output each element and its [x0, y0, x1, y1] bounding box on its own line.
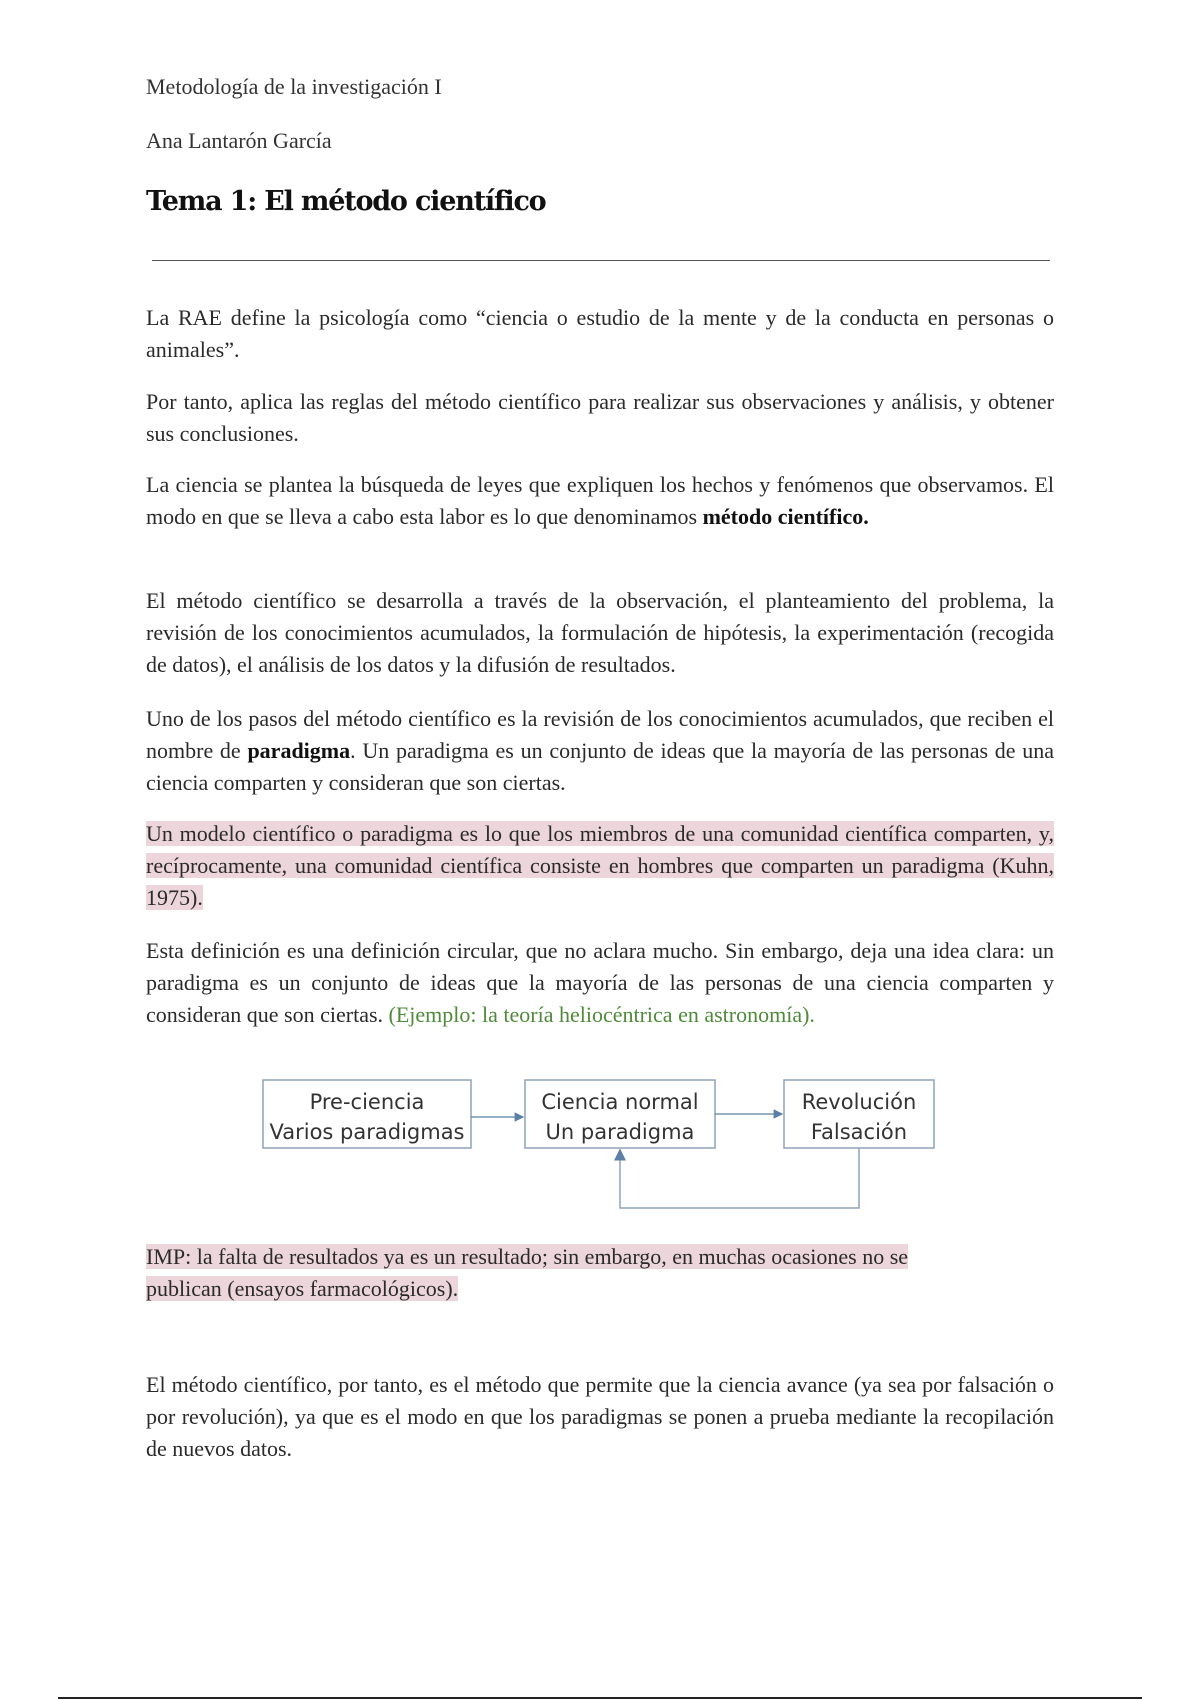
- paragraph-text: Esta definición es una definición circular, que no aclara mucho. Sin embargo, deja una idea clara: un paradigma es un conjunto de ideas que la mayoría de las personas de una ciencia comparten y consideran que son ciertas.: [146, 938, 1054, 1027]
- title-divider: [152, 260, 1050, 261]
- box-pre-science-line1: Pre-ciencia: [309, 1090, 425, 1114]
- topic-title: Tema 1: El método científico: [146, 186, 546, 217]
- paragraph-text: La ciencia se plantea la búsqueda de leyes que expliquen los hechos y fenómenos que observamos. El modo en que se lleva a cabo esta labor es lo que denominamos: [146, 472, 1054, 529]
- paragraph-paradigm: [146, 703, 1054, 799]
- highlighted-text: IMP: la falta de resultados ya es un resultado; sin embargo, en muchas ocasiones no se publican (ensayos farmacológicos).: [146, 1244, 909, 1301]
- paragraph-scientific-rules: Por tanto, aplica las reglas del método científico para realizar sus observaciones y análisis, y obtener sus conclusiones.: [146, 389, 1054, 446]
- course-name: Metodología de la investigación I: [146, 74, 442, 99]
- paragraph-science-laws: [146, 469, 1054, 533]
- example-text: (Ejemplo: la teoría heliocéntrica en astronomía).: [388, 1002, 815, 1027]
- footer-divider: [58, 1697, 1142, 1699]
- box-revolution-line2: Falsación: [810, 1120, 908, 1144]
- paragraph-conclusion: El método científico, por tanto, es el método que permite que la ciencia avance (ya sea por falsación o por revolución), ya que es el modo en que los paradigmas se ponen a prueba mediante la recopilación de nuevos datos.: [146, 1372, 1054, 1461]
- author-name: Ana Lantarón García: [146, 128, 332, 153]
- highlighted-text: Un modelo científico o paradigma es lo que los miembros de una comunidad científica comparten, y, recíprocamente, una comunidad científica consiste en hombres que comparten un paradigma (Kuhn, 1975).: [146, 821, 1054, 910]
- arrow-revolution-to-normal: [620, 1148, 859, 1208]
- paragraph-circular-definition: [146, 935, 1054, 1031]
- paragraph-kuhn-quote: [146, 818, 1054, 914]
- box-normal-science-line2: Un paradigma: [545, 1120, 695, 1144]
- box-revolution-line1: Revolución: [801, 1090, 917, 1114]
- paragraph-text: Uno de los pasos del método científico es la revisión de los conocimientos acumulados, que reciben el nombre de: [146, 706, 1054, 763]
- paragraph-important-note: [146, 1241, 986, 1305]
- paradigm-cycle-diagram: [0, 1070, 1200, 1230]
- bold-term-paradigm: paradigma: [247, 738, 351, 763]
- paragraph-rae-definition: La RAE define la psicología como “ciencia o estudio de la mente y de la conducta en personas o animales”.: [146, 305, 1054, 362]
- paragraph-method-steps: El método científico se desarrolla a través de la observación, el planteamiento del problema, la revisión de los conocimientos acumulados, la formulación de hipótesis, la experimentación (recogida de datos), el análisis de los datos y la difusión de resultados.: [146, 588, 1054, 677]
- box-pre-science-line2: Varios paradigmas: [269, 1120, 465, 1144]
- box-normal-science-line1: Ciencia normal: [541, 1090, 699, 1114]
- bold-term-method: método científico.: [702, 504, 869, 529]
- paragraph-text: . Un paradigma es un conjunto de ideas que la mayoría de las personas de una ciencia comparten y consideran que son ciertas.: [146, 738, 1055, 795]
